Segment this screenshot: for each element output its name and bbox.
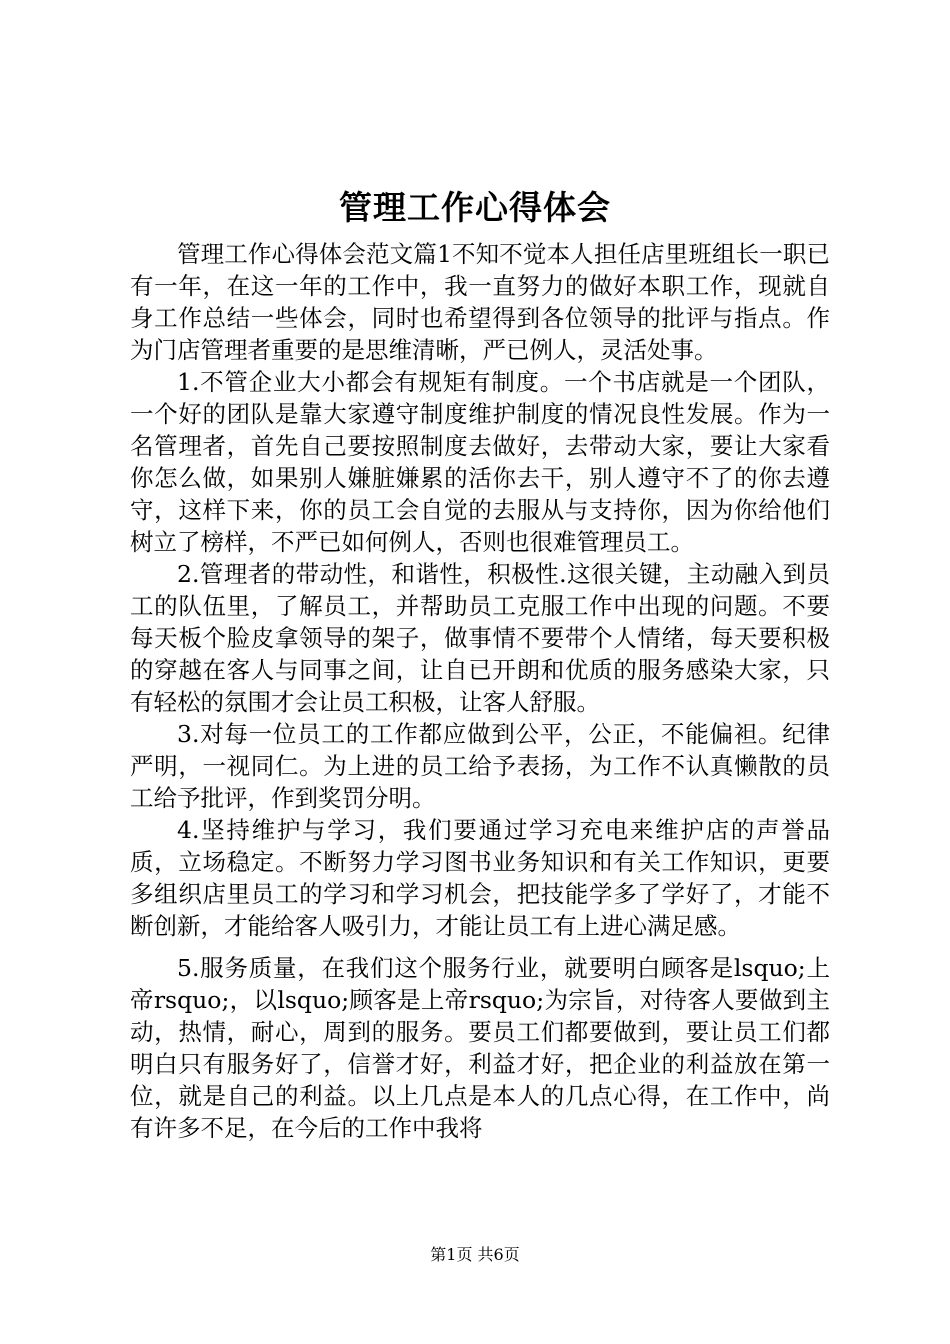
paragraph-point-1: 1.不管企业大小都会有规矩有制度。一个书店就是一个团队，一个好的团队是靠大家遵守制度维护制度的情况良性发展。作为一名管理者，首先自己要按照制度去做好，去带动大家，要让大家看你怎么做，如果别人嫌脏嫌累的活你去干，别人遵守不了的你去遵守，这样下来，你的员工会自觉的去服从与支持你，因为你给他们树立了榜样，不严已如何例人，否则也很难管理员工。 [130, 368, 830, 556]
document-title: 管理工作心得体会 [339, 188, 611, 227]
paragraph-point-5: 5.服务质量，在我们这个服务行业，就要明白顾客是lsquo;上帝rsquo;，以lsquo;顾客是上帝rsquo;为宗旨，对待客人要做到主动，热情，耐心，周到的服务。要员工们都要做到，要让员工们都明白只有服务好了，信誉才好，利益才好，把企业的利益放在第一位，就是自己的利益。以上几点是本人的几点心得，在工作中，尚有许多不足，在今后的工作中我将 [130, 954, 830, 1142]
paragraph-point-4: 4.坚持维护与学习，我们要通过学习充电来维护店的声誉品质，立场稳定。不断努力学习图书业务知识和有关工作知识，更要多组织店里员工的学习和学习机会，把技能学多了学好了，才能不断创新，才能给客人吸引力，才能让员工有上进心满足感。 [130, 816, 830, 940]
page-number-footer: 第1页 共6页 [430, 1245, 520, 1264]
document-body [130, 238, 830, 1144]
paragraph-point-2: 2.管理者的带动性，和谐性，积极性.这很关键，主动融入到员工的队伍里，了解员工，并帮助员工克服工作中出现的问题。不要每天板个脸皮拿领导的架子，做事情不要带个人情绪，每天要积极的穿越在客人与同事之间，让自已开朗和优质的服务感染大家，只有轻松的氛围才会让员工积极，让客人舒服。 [130, 560, 830, 716]
paragraph-point-3: 3.对每一位员工的工作都应做到公平，公正，不能偏袒。纪律严明，一视同仁。为上进的员工给予表扬，为工作不认真懒散的员工给予批评，作到奖罚分明。 [130, 720, 830, 812]
paragraph-intro: 管理工作心得体会范文篇1不知不觉本人担任店里班组长一职已有一年，在这一年的工作中，我一直努力的做好本职工作，现就自身工作总结一些体会，同时也希望得到各位领导的批评与指点。作为门店管理者重要的是思维清晰，严已例人，灵活处事。 [130, 240, 830, 364]
